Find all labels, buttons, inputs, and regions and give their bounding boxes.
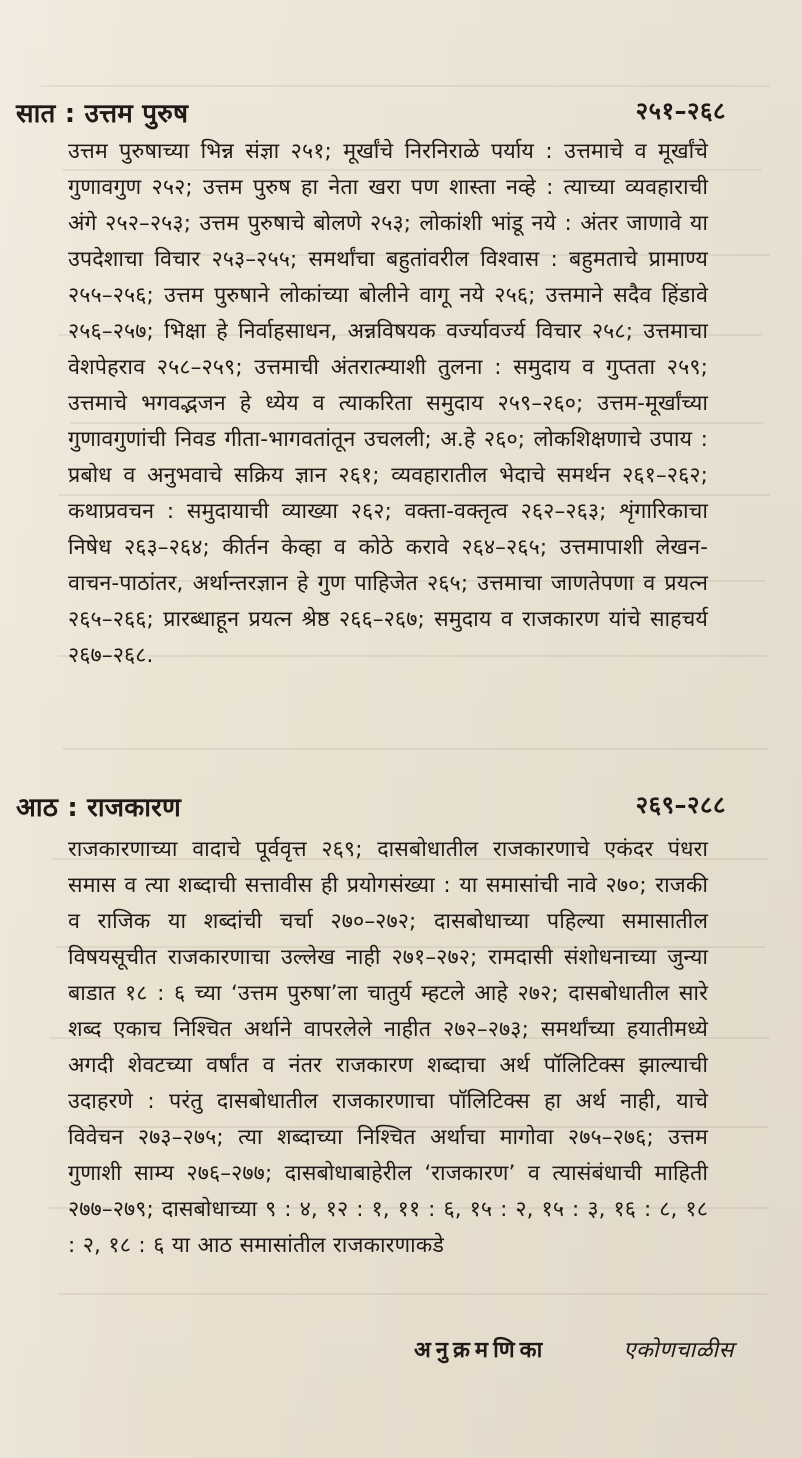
section-paragraph: उत्तम पुरुषाच्या भिन्न संज्ञा २५१; मूर्खांचे निरनिराळे पर्याय : उत्तमाचे व मूर्खांचे गुणावगुण २५२; उत्तम पुरुष हा नेता खरा पण शास्ता नव्हे : त्याच्या व्यवहाराची अंगे २५२–२५३; उत्तम पुरुषाचे बोलणे २५३; लोकांशी भांडू नये : अंतर जाणावे या उपदेशाचा विचार २५३–२५५; समर्थांचा बहुतांवरील विश्वास : बहुमताचे प्रामाण्य २५५–२५६; उत्तम पुरुषाने लोकांच्या बोलीने वागू नये २५६; उत्तमाने सदैव हिंडावे २५६–२५७; भिक्षा हे निर्वाहसाधन, अन्नविषयक वर्ज्यावर्ज्य विचार २५८; उत्तमाचा वेशपेहराव २५८–२५९; उत्तमाची अंतरात्म्याशी तुलना : समुदाय व गुप्तता २५९; उत्तमाचे भगवद्भजन हे ध्येय व त्याकरिता समुदाय २५९–२६०; उत्तम-मूर्खांच्या गुणावगुणांची निवड गीता-भागवतांतून उचलली; अ.हे २६०; लोकशिक्षणाचे उपाय : प्रबोध व अनुभवाचे सक्रिय ज्ञान २६१; व्यवहारातील भेदाचे समर्थन २६१–२६२; कथाप्रवचन : समुदायाची व्याख्या २६२; वक्ता-वक्तृत्व २६२–२६३; शृंगारिकाचा निषेध २६३–२६४; कीर्तन केव्हा व कोठे करावे २६४–२६५; उत्तमापाशी लेखन-वाचन-पाठांतर, अर्थान्तरज्ञान हे गुण पाहिजेत २६५; उत्तमाचा जाणतेपणा व प्रयत्न २६५–२६६; प्रारब्धाहून प्रयत्न श्रेष्ठ २६६–२६७; समुदाय व राजकारण यांचे साहचर्य २६७–२६८. — [68, 139, 708, 668]
footer-right-label: एकोणचाळीस — [623, 1338, 734, 1363]
section-aath-rajkaran — [16, 788, 726, 1264]
page-range: २६९–२८८ — [635, 791, 726, 819]
section-sat-uttam-purush — [16, 94, 726, 674]
page-range: २५१–२६८ — [635, 97, 726, 125]
page-footer — [414, 1334, 734, 1368]
section-title: सात : उत्तम पुरुष — [16, 99, 189, 129]
section-header — [16, 94, 726, 129]
section-header — [16, 788, 726, 823]
section-paragraph: राजकारणाच्या वादाचे पूर्ववृत्त २६९; दासबोधातील राजकारणाचे एकंदर पंधरा समास व त्या शब्दाची सत्तावीस ही प्रयोगसंख्या : या समासांची नावे २७०; राजकी व राजिक या शब्दांची चर्चा २७०–२७२; दासबोधाच्या पहिल्या समासातील विषयसूचीत राजकारणाचा उल्लेख नाही २७१–२७२; रामदासी संशोधनाच्या जुन्या बाडात १८ : ६ च्या ‘उत्तम पुरुषा’ला चातुर्य म्हटले आहे २७२; दासबोधातील सारे शब्द एकाच निश्चित अर्थाने वापरलेले नाहीत २७२–२७३; समर्थांच्या हयातीमध्ये अगदी शेवटच्या वर्षांत व नंतर राजकारण शब्दाचा अर्थ पॉलिटिक्स झाल्याची उदाहरणे : परंतु दासबोधातील राजकारणाचा पॉलिटिक्स हा अर्थ नाही, याचे विवेचन २७३–२७५; त्या शब्दाच्या निश्चित अर्थाचा मागोवा २७५–२७६; उत्तम गुणाशी साम्य २७६–२७७; दासबोधाबाहेरील ‘राजकारण’ व त्यासंबंधाची माहिती २७७–२७९; दासबोधाच्या ९ : ४, १२ : १, ११ : ६, १५ : २, १५ : ३, १६ : ८, १८ : २, १८ : ६ या आठ समासांतील राजकारणाकडे — [68, 837, 708, 1258]
footer-left-label: अनुक्रमणिका — [414, 1338, 548, 1363]
section-title: आठ : राजकारण — [16, 793, 181, 823]
